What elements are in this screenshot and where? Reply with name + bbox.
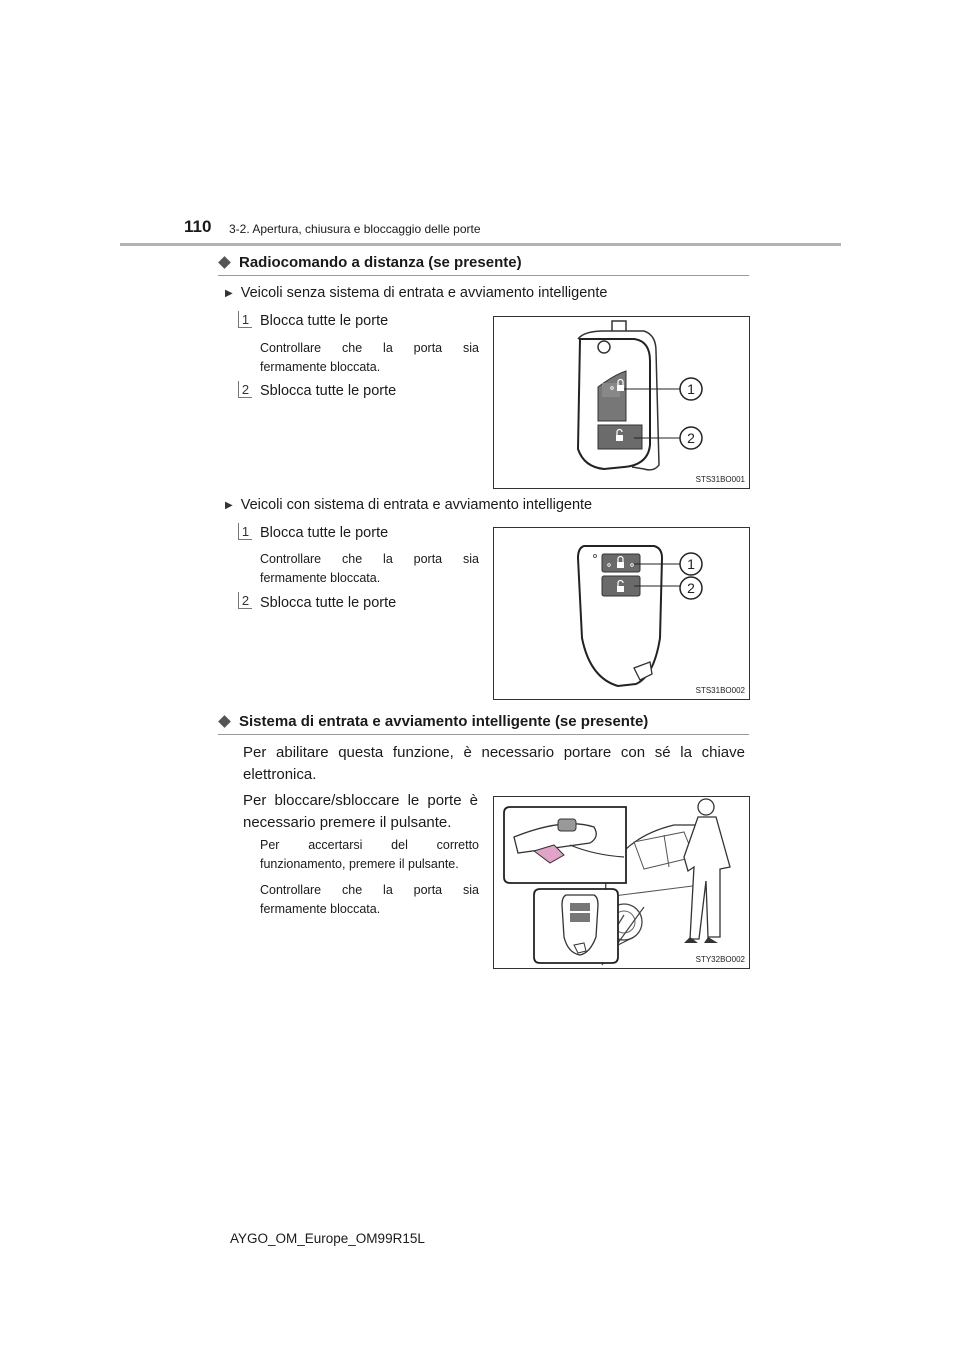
- item-number-badge: 2: [238, 592, 252, 609]
- page-number: 110: [184, 217, 212, 236]
- callout-1: 1: [687, 381, 695, 397]
- subheading-text: Veicoli senza sistema di entrata e avviamento intelligente: [240, 285, 608, 301]
- section-heading-smart-entry: [218, 713, 648, 730]
- callout-2: 2: [687, 580, 695, 596]
- triangle-bullet-icon: ▶: [225, 287, 233, 299]
- smart-key-illustration: [494, 528, 749, 699]
- item-label-lock: Blocca tutte le porte: [260, 525, 389, 541]
- item-note: Controllare che la porta sia fermamente bloccata.: [260, 552, 479, 585]
- header-divider: [120, 243, 841, 246]
- section-divider: [218, 275, 749, 276]
- note: Controllare che la porta sia fermamente bloccata.: [260, 883, 479, 916]
- flip-key-illustration: [494, 317, 749, 488]
- paragraph: Per abilitare questa funzione, è necessario portare con sé la chiave elettronica.: [243, 744, 745, 783]
- diamond-bullet-icon: [218, 256, 231, 269]
- car-door-illustration: [494, 797, 749, 968]
- subheading-text: Veicoli con sistema di entrata e avviamento intelligente: [240, 497, 593, 513]
- item-number-badge: 1: [238, 523, 252, 540]
- section-divider: [218, 734, 749, 735]
- note: Per accertarsi del corretto funzionamento, premere il pulsante.: [260, 838, 479, 871]
- document-footer: AYGO_OM_Europe_OM99R15L: [230, 1231, 425, 1246]
- section-heading-remote: [218, 254, 522, 271]
- paragraph: Per bloccare/sbloccare le porte è necessario premere il pulsante.: [243, 792, 478, 831]
- diamond-bullet-icon: [218, 715, 231, 728]
- item-label-unlock: Sblocca tutte le porte: [260, 383, 397, 399]
- callout-2: 2: [687, 430, 695, 446]
- chapter-title: 3-2. Apertura, chiusura e bloccaggio delle porte: [229, 222, 481, 236]
- subheading-with-smart-entry: [225, 497, 592, 513]
- triangle-bullet-icon: ▶: [225, 499, 233, 511]
- figure-smart-entry-door: [493, 796, 750, 969]
- figure-code: STS31BO002: [695, 686, 745, 695]
- section-title: Sistema di entrata e avviamento intelligente (se presente): [239, 713, 649, 730]
- figure-code: STY32BO002: [695, 955, 745, 964]
- item-label-lock: Blocca tutte le porte: [260, 313, 389, 329]
- figure-key-without-smart-entry: [493, 316, 750, 489]
- item-number-badge: 2: [238, 381, 252, 398]
- callout-1: 1: [687, 556, 695, 572]
- subheading-without-smart-entry: [225, 285, 607, 301]
- section-title: Radiocomando a distanza (se presente): [239, 254, 522, 271]
- figure-smart-key: [493, 527, 750, 700]
- item-label-unlock: Sblocca tutte le porte: [260, 595, 397, 611]
- figure-code: STS31BO001: [695, 475, 745, 484]
- item-number-badge: 1: [238, 311, 252, 328]
- item-note: Controllare che la porta sia fermamente bloccata.: [260, 341, 479, 374]
